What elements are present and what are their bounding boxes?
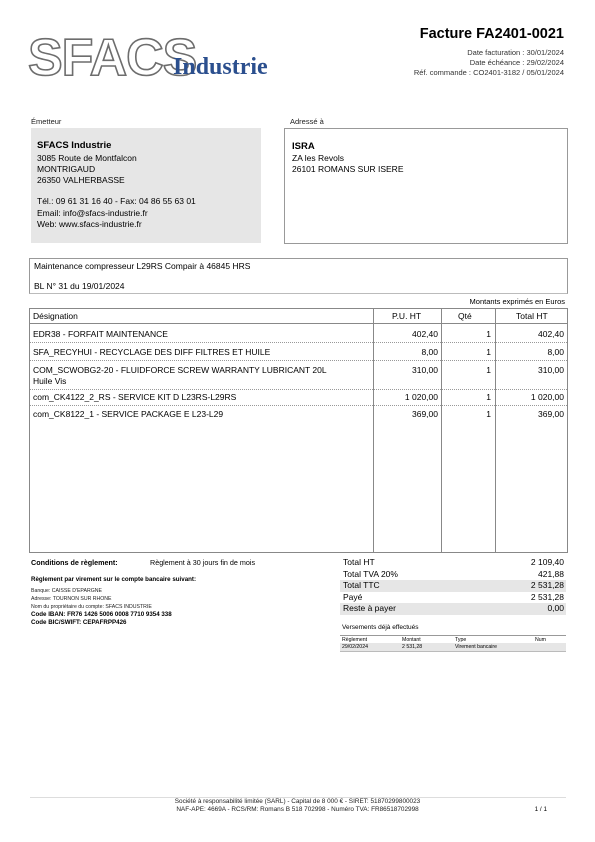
header-designation: Désignation [33,311,78,321]
table-row [30,362,567,390]
logo-word: Industrie [173,54,268,80]
row-designation: SFA_RECYHUI - RECYCLAGE DES DIFF FILTRES ET HUILE [33,347,271,357]
recipient-address-line: 26101 ROMANS SUR ISERE [292,164,404,174]
settlements-title: Versements déjà effectués [342,624,419,631]
row-unit-price: 8,00 [421,347,438,357]
invoice-lines-table [29,308,568,553]
sender-label: Émetteur [31,117,62,126]
logo-brand: SFACS [28,29,197,87]
total-label: Reste à payer [343,603,396,613]
row-unit-price: 402,40 [412,329,438,339]
note-line: Maintenance compresseur L29RS Compair à 46845 HRS [34,261,251,271]
sender-address-line: 26350 VALHERBASSE [37,175,125,185]
total-ttc-row [340,580,566,592]
row-designation-detail: Huile Vis [33,376,67,386]
payment-conditions-label: Conditions de règlement: [31,558,118,567]
row-quantity: 1 [486,365,491,375]
recipient-address-line: ZA les Revols [292,153,344,163]
sender-email[interactable]: Email: info@sfacs-industrie.fr [37,208,148,218]
page-number: 1 / 1 [534,806,547,813]
table-row [30,344,567,361]
total-label: Payé [343,591,363,602]
company-logo [28,29,288,87]
recipient-name: ISRA [292,141,315,152]
row-designation: EDR38 - FORFAIT MAINTENANCE [33,329,168,339]
payment-conditions-value: Règlement à 30 jours fin de mois [150,558,256,567]
header-quantity: Qté [458,311,472,321]
sender-website[interactable]: Web: www.sfacs-industrie.fr [37,219,142,229]
invoice-due-date: Date échéance : 29/02/2024 [469,58,564,67]
note-line: BL N° 31 du 19/01/2024 [34,281,125,291]
total-ht-row [340,557,566,569]
total-value: 2 109,40 [530,557,564,567]
currency-note: Montants exprimés en Euros [469,297,565,306]
row-quantity: 1 [486,347,491,357]
total-value: 421,88 [538,568,564,579]
sender-address-line: 3085 Route de Montfalcon [37,153,137,163]
row-quantity: 1 [486,392,491,402]
settlement-header-amount: Montant [402,637,421,643]
order-reference: Réf. commande : CO2401-3182 / 05/01/2024 [413,68,564,77]
total-label: Total TTC [343,580,380,590]
paid-row [340,592,566,604]
settlement-header-date: Règlement [342,637,368,643]
row-designation: COM_SCWOBG2-20 - FLUIDFORCE SCREW WARRANTY LUBRICANT 20L [33,365,327,375]
header-total: Total HT [516,311,548,321]
row-designation: com_CK4122_2_RS - SERVICE KIT D L23RS-L29RS [33,392,237,402]
recipient-box [284,128,568,244]
settlement-amount: 2 531,28 [402,644,423,650]
totals-block [340,557,566,615]
sender-box [31,128,261,243]
invoice-note [29,258,568,294]
table-row [30,326,567,343]
row-quantity: 1 [486,329,491,339]
footer-legal-line: Société à responsabilité limitée (SARL) - Capital de 8 000 € - SIRET: 51870299800023 [174,798,421,805]
bank-address: Adresse: TOURNON SUR RHONE [31,596,112,602]
row-total: 402,40 [538,329,564,339]
remaining-row [340,603,566,615]
recipient-label: Adressé à [290,117,324,126]
bic-swift: Code BIC/SWIFT: CEPAFRPP426 [31,619,127,626]
sender-name: SFACS Industrie [37,140,112,151]
table-row [30,406,567,422]
total-value: 2 531,28 [530,580,564,590]
total-label: Total TVA 20% [343,568,398,579]
total-value: 2 531,28 [530,591,564,602]
bank-transfer-title: Règlement par virement sur le compte bancaire suivant: [31,576,197,583]
settlement-header-type: Type [455,637,467,643]
invoice-title: Facture FA2401-0021 [419,26,564,42]
row-unit-price: 310,00 [412,365,438,375]
total-value: 0,00 [547,603,564,613]
footer-legal-line: NAF-APE: 4669A - RCS/RM: Romans B 518 702998 - Numéro TVA: FR86518702998 [176,806,419,813]
table-row [30,389,567,406]
row-designation: com_CK8122_1 - SERVICE PACKAGE E L23-L29 [33,409,224,419]
settlement-type: Virement bancaire [455,644,498,650]
row-total: 8,00 [547,347,564,357]
settlement-date: 29/02/2024 [342,644,368,650]
invoice-date: Date facturation : 30/01/2024 [467,48,564,57]
sender-address-line: MONTRIGAUD [37,164,96,174]
row-total: 310,00 [538,365,564,375]
settlement-header-num: Num [535,637,546,643]
total-label: Total HT [343,557,375,567]
row-quantity: 1 [486,409,491,419]
settlement-row [340,643,566,652]
header-unit-price: P.U. HT [392,311,422,321]
row-total: 1 020,00 [530,392,564,402]
iban: Code IBAN: FR76 1426 5006 0008 7710 9354 338 [31,611,172,618]
row-unit-price: 1 020,00 [404,392,438,402]
row-total: 369,00 [538,409,564,419]
row-unit-price: 369,00 [412,409,438,419]
bank-name: Banque: CAISSE D'EPARGNE [31,588,102,594]
table-header [30,309,567,324]
account-owner: Nom du propriétaire du compte: SFACS INDUSTRIE [31,604,152,610]
sender-phone: Tél.: 09 61 31 16 40 - Fax: 04 86 55 63 01 [37,196,196,206]
total-vat-row [340,569,566,581]
